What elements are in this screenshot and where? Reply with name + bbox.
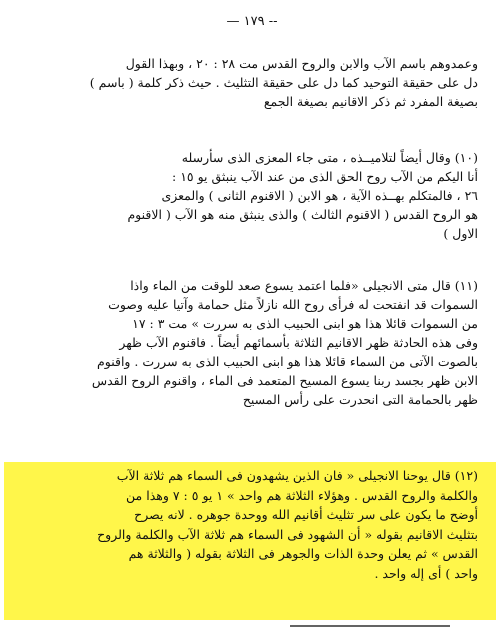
text-line: بالصوت الآتى من السماء قائلا هذا هو ابنى الحبيب الذى به سررت . واقنوم: [97, 354, 478, 369]
text-line: الاول ): [443, 226, 478, 241]
text-line: الابن ظهر بجسد ربنا يسوع المسيح المتعمد فى الماء ، واقنوم الروح القدس: [91, 373, 478, 388]
text-line: القدس » ثم يعلن وحدة الذات والجوهر فى الثلاثة بقوله ( والثلاثة هم: [128, 546, 478, 561]
text-line: واحد ) أى إله واحد .: [374, 565, 478, 581]
text-line: وفى هذه الحادثة ظهر الاقانيم الثلاثة بأسمائهم أيضاً . فاقنوم الآب ظهر: [119, 335, 478, 350]
paragraph-10: [22, 148, 478, 243]
text-line: أنا اليكم من الآب روح الحق الذى من عند الآب ينبثق يو ١٥ :: [172, 169, 478, 184]
scan-artifact: [290, 625, 450, 633]
text-line: من السموات قائلا هذا هو ابنى الحبيب الذى به سررت » مت ٣ : ١٧: [132, 316, 478, 331]
paragraph-12-highlighted: [22, 466, 478, 583]
page-number: — ١٧٩ --: [226, 14, 278, 29]
text-line: ٢٦ ، فالمتكلم بهــذه الآية ، هو الابن ( الاقنوم الثانى ) والمعزى: [161, 188, 478, 203]
text-line: (١٠) وقال أيضاً لتلاميــذه ، متى جاء المعزى الذى سأرسله: [181, 150, 478, 165]
text-line: وعمدوهم باسم الآب والابن والروح القدس مت ٢٨ : ٢٠ ، وبهذا القول: [125, 56, 478, 71]
paragraph-baptism-formula: [22, 54, 478, 111]
text-line: أوضح ما يكون على سر تثليث أقانيم الله ووحدة جوهره . لانه يصرح: [134, 507, 478, 522]
text-line: والكلمة والروح القدس . وهؤلاء الثلاثة هم واحد » ١ يو ٥ : ٧ وهذا من: [126, 487, 478, 503]
text-line: السموات قد انفتحت له فرأى روح الله نازلاً مثل حمامة وآتيا عليه وصوت: [108, 297, 478, 312]
text-line: (١٢) قال يوحنا الانجيلى « فان الذين يشهدون فى السماء هم ثلاثة الآب: [116, 468, 478, 483]
text-line: ظهر بالحمامة التى انحدرت على رأس المسيح: [242, 392, 478, 407]
text-line: دل على حقيقة التوحيد كما دل على حقيقة التثليث . حيث ذكر كلمة ( باسم ): [89, 75, 478, 90]
text-line: (١١) قال متى الانجيلى «فلما اعتمد يسوع صعد للوقت من الماء واذا: [130, 278, 478, 293]
paragraph-11: [22, 276, 478, 409]
text-line: هو الروح القدس ( الاقنوم الثالث ) والذى ينبثق منه هو الآب ( الاقنوم: [127, 207, 478, 222]
text-line: بتثليث الاقانيم بقوله « أن الشهود فى السماء هم ثلاثة الآب والكلمة والروح: [97, 526, 478, 542]
text-line: بصيغة المفرد ثم ذكر الاقانيم بصيغة الجمع: [263, 94, 478, 109]
